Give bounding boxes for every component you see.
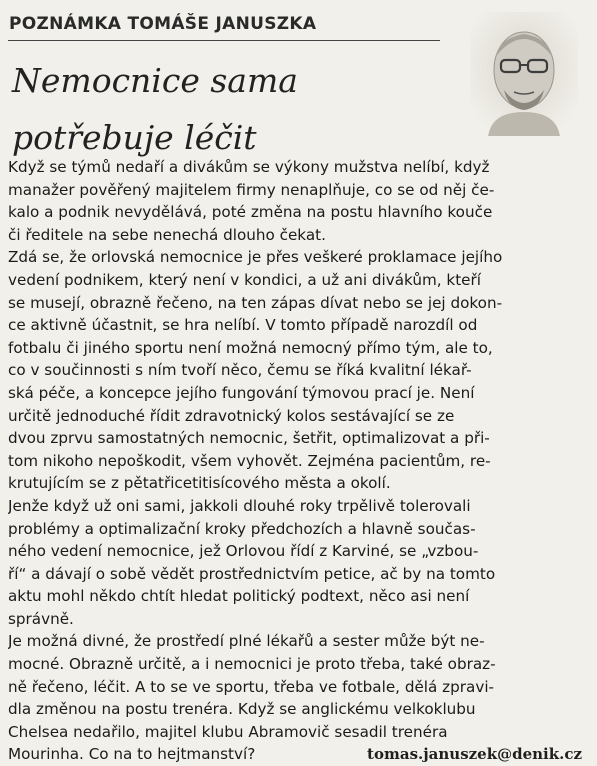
article-line: mocné. Obrazně určitě, a i nemocnici je proto třeba, také obraz- — [8, 655, 496, 674]
author-email-link[interactable]: tomas.januszek@denik.cz — [367, 745, 582, 764]
article-line: Jenže když už oni sami, jakkoli dlouhé roky trpělivě tolerovali — [8, 496, 471, 515]
article-line: Když se týmů nedaří a divákům se výkony mužstva nelíbí, když — [8, 158, 490, 176]
article-last-line: Mourinha. Co na to hejtmanství? — [8, 745, 256, 764]
signoff-row — [8, 743, 586, 766]
headline-line-2: potřebuje léčit — [12, 118, 257, 157]
article-line: ská péče, a koncepce jejího fungování týmovou prací je. Není — [8, 383, 475, 402]
article-line: správně. — [8, 609, 74, 628]
article-line: ce aktivně účastnit, se hra nelíbí. V tomto případě narozdíl od — [8, 316, 478, 335]
article-line: problémy a optimalizační kroky předchozích a hlavně součas- — [8, 519, 476, 538]
headline — [12, 52, 452, 166]
article-line: Chelsea nedařilo, majitel klubu Abramovič sesadil trenéra — [8, 722, 448, 741]
article-line: určitě jednoduché řídit zdravotnický kolos sestávající se ze — [8, 406, 455, 425]
header-rule — [8, 40, 440, 41]
article-line: ří“ a dávají o sobě vědět prostřednictvím petice, ač by na tomto — [8, 564, 496, 583]
article-line: ného vedení nemocnice, jež Orlovou řídí z Karviné, se „vzbou- — [8, 542, 479, 561]
article-line: či ředitele na sebe nenechá dlouho čekat. — [8, 225, 326, 244]
article-line: tom nikoho nepoškodit, všem vyhovět. Zejména pacientům, re- — [8, 451, 491, 470]
article-line: ně řečeno, léčit. A to se ve sportu, třeba ve fotbale, dělá zpravi- — [8, 677, 495, 696]
article-paragraph-2 — [8, 246, 586, 495]
article-line: co v součinnosti s ním tvoří něco, čemu se říká kvalitní lékař- — [8, 361, 472, 380]
article-line: Je možná divné, že prostředí plné lékařů a sester může být ne- — [8, 632, 485, 651]
article-line: kalo a podnik nevydělává, poté změna na postu hlavního kouče — [8, 203, 493, 222]
article-line: fotbalu či jiného sportu není možná nemocný přímo tým, ale to, — [8, 338, 493, 357]
article-line: dla změnou na postu trenéra. Když se anglickému velkoklubu — [8, 700, 476, 719]
article-paragraph-1 — [8, 156, 586, 246]
article-body — [8, 156, 586, 766]
article-line: dvou zprvu samostatných nemocnic, šetřit, optimalizovat a při- — [8, 429, 490, 448]
column-label: POZNÁMKA TOMÁŠE JANUSZKA — [9, 14, 317, 34]
article-line: krutujícím se z pětatřicetitisícového města a okolí. — [8, 474, 391, 493]
article-paragraph-3 — [8, 495, 586, 631]
article-line: manažer pověřený majitelem firmy nenaplňuje, co se od něj če- — [8, 180, 495, 199]
headline-line-1: Nemocnice sama — [12, 61, 298, 100]
article-line: aktu mohl někdo chtít hledat politický podtext, něco asi není — [8, 587, 470, 606]
author-portrait-icon — [470, 12, 578, 136]
article-line: Zdá se, že orlovská nemocnice je přes veškeré proklamace jejího — [8, 248, 503, 267]
article-line: vedení podnikem, který není v kondici, a už ani divákům, kteří — [8, 270, 481, 289]
article-line: se musejí, obrazně řečeno, na ten zápas dívat nebo se jej dokon- — [8, 293, 503, 312]
article-paragraph-4 — [8, 630, 586, 766]
